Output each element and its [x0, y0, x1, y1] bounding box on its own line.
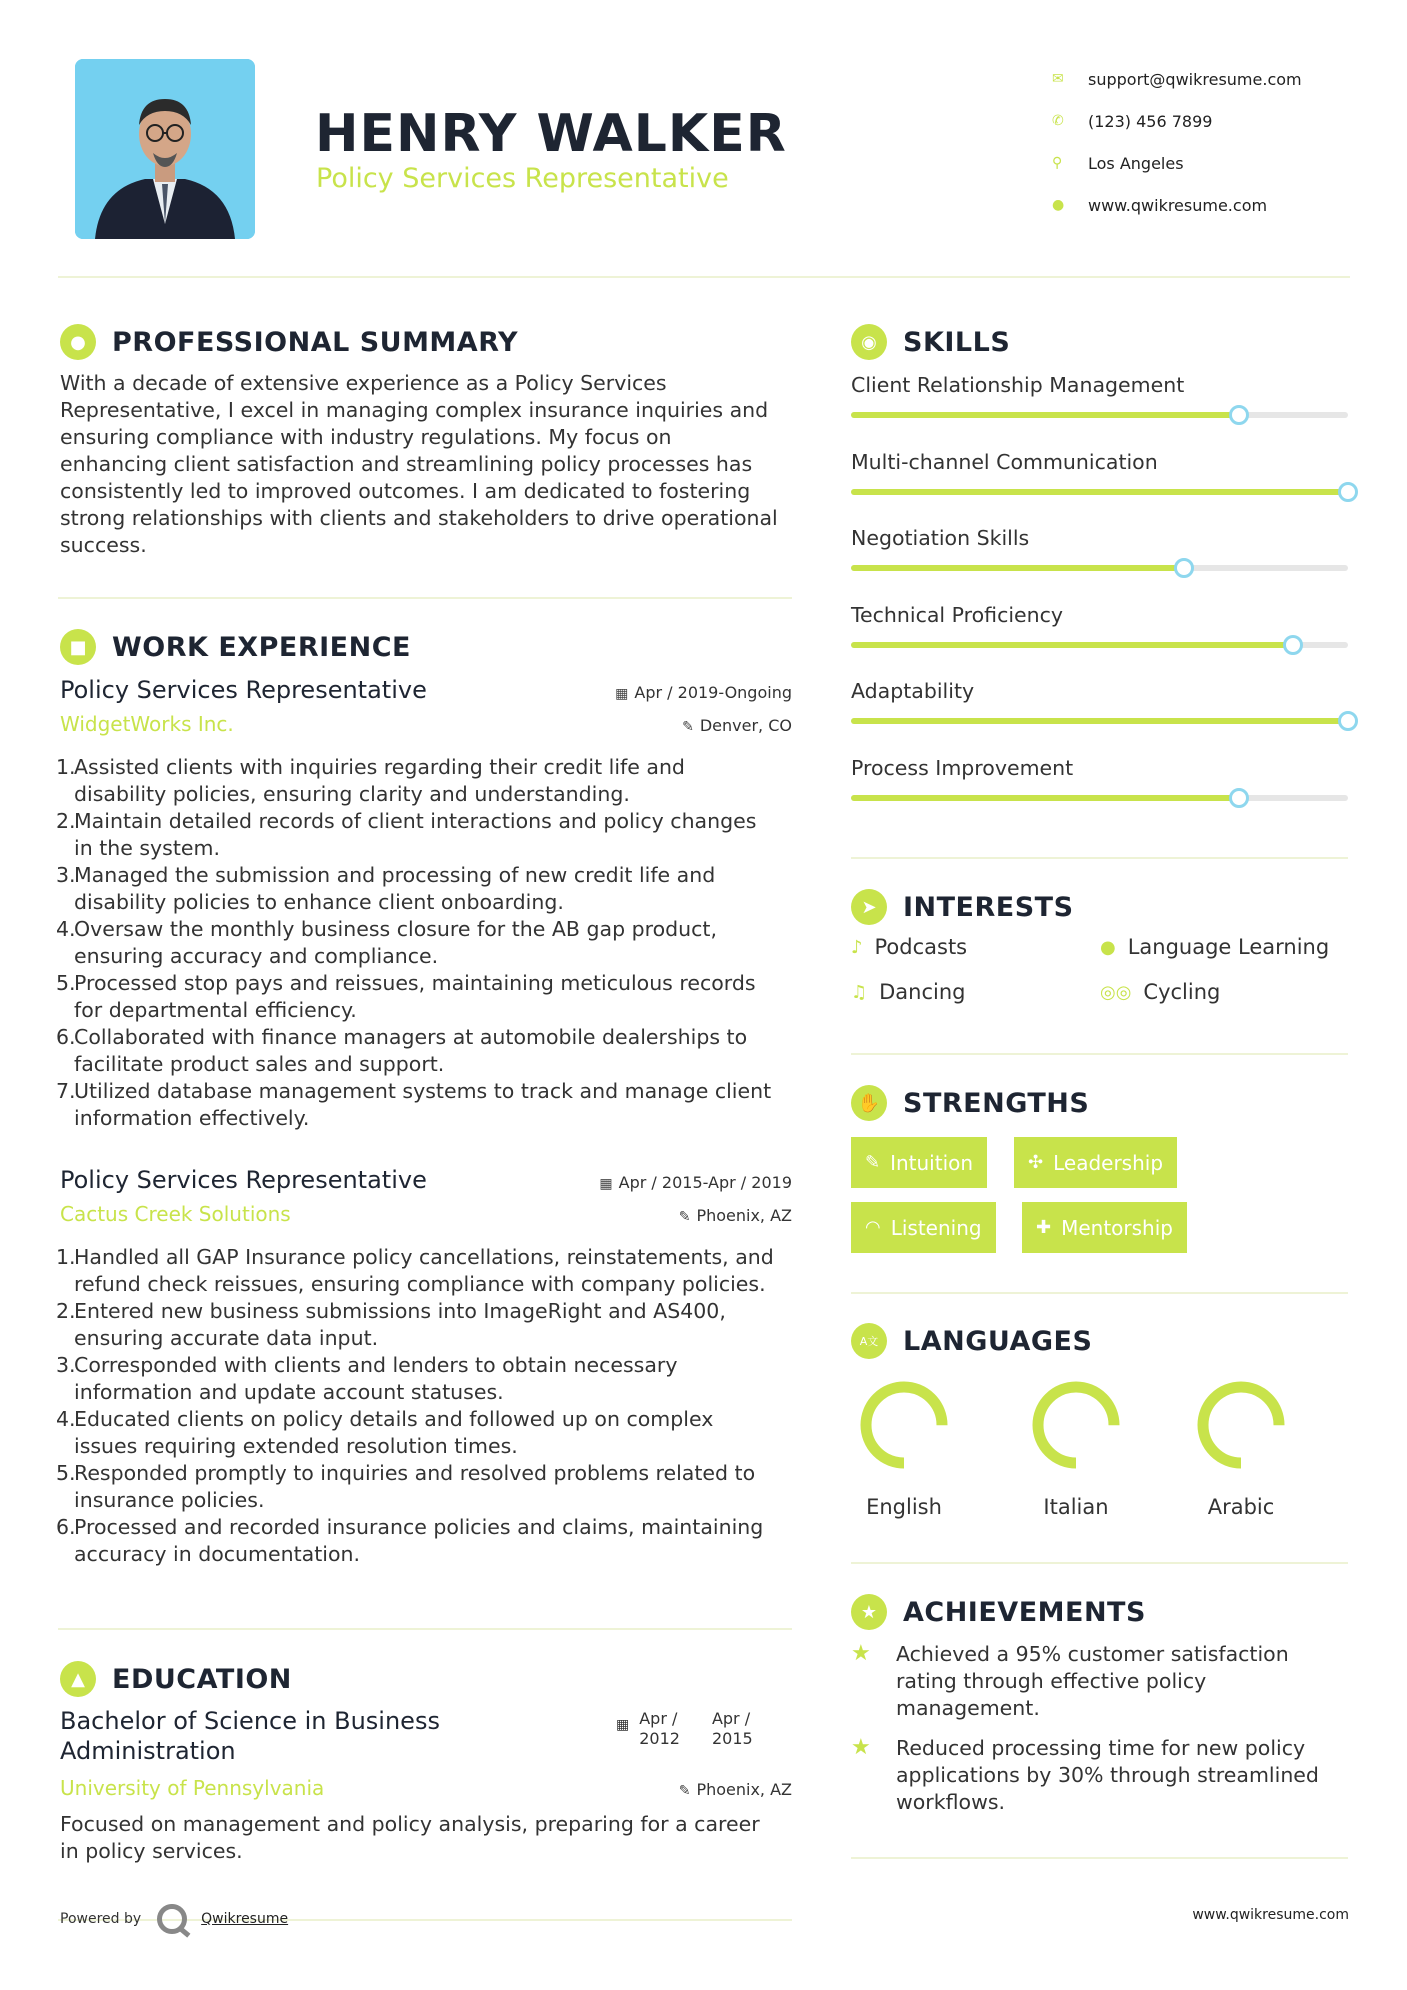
summary-line: enhancing client satisfaction and streamlining policy processes has: [60, 452, 753, 476]
footer-powered-by: [60, 1904, 288, 1934]
job-date-text: Apr / 2015-Apr / 2019: [618, 1173, 792, 1192]
job-bullets: [56, 754, 792, 1132]
strength-label: Leadership: [1053, 1150, 1164, 1175]
skill-bar: [851, 718, 1348, 724]
strength-label: Listening: [890, 1215, 982, 1240]
language-item: [1016, 1377, 1136, 1519]
achievement-item: [851, 1641, 1341, 1722]
contact-phone: [1052, 100, 1302, 142]
interest-item: [1100, 980, 1220, 1004]
list-item: 5. Responded promptly to inquiries and resolved problems related to: [56, 1461, 756, 1485]
job-entry-1: [56, 676, 792, 1132]
user-icon: ●: [60, 324, 96, 360]
job-location: [682, 716, 792, 735]
education-school: University of Pennsylvania: [60, 1776, 325, 1800]
phone-text: (123) 456 7899: [1088, 111, 1213, 131]
translate-icon: A文: [851, 1323, 887, 1359]
interest-label: Cycling: [1143, 980, 1221, 1004]
skill-bar: [851, 412, 1348, 418]
date-text: 2015: [711, 1729, 753, 1748]
header-divider: [58, 276, 1350, 278]
skill-bar: [851, 642, 1348, 648]
achievement-line: Reduced processing time for new policy: [896, 1736, 1306, 1760]
skills-divider: [851, 857, 1348, 859]
envelope-icon: ✉: [1052, 71, 1064, 87]
skill-knob: [1338, 711, 1358, 731]
strengths-divider: [851, 1292, 1348, 1294]
skill-item: [851, 523, 1351, 600]
users-icon: ✣: [1028, 1152, 1044, 1173]
contact-email: [1052, 58, 1302, 100]
summary-heading: [60, 324, 518, 360]
wand-icon: ✎: [865, 1152, 881, 1173]
achievements-heading: [851, 1594, 1146, 1630]
calendar-icon: ▦: [616, 1717, 630, 1733]
skill-item: [851, 676, 1351, 753]
map-pin-icon: ⚲: [1052, 155, 1063, 171]
skill-fill: [851, 718, 1348, 724]
strength-tag: [851, 1137, 987, 1188]
list-item: facilitate product sales and support.: [74, 1052, 445, 1076]
interest-item: [1100, 935, 1329, 959]
list-item: 1. Assisted clients with inquiries regarding their credit life and: [56, 755, 685, 779]
skill-fill: [851, 565, 1184, 571]
date-text: Apr /: [711, 1709, 751, 1728]
degree-line: Bachelor of Science in Business: [60, 1707, 440, 1735]
achievements-divider: [851, 1857, 1348, 1859]
job-entry-2: [56, 1166, 792, 1568]
list-item: insurance policies.: [74, 1488, 265, 1512]
education-desc-line: in policy services.: [60, 1839, 243, 1863]
list-item: issues requiring extended resolution times.: [74, 1434, 518, 1458]
education-school-row: [60, 1776, 792, 1800]
list-item: 3. Corresponded with clients and lenders to obtain necessary: [56, 1353, 678, 1377]
strength-tag: [851, 1202, 996, 1253]
list-item: disability policies, ensuring clarity and understanding.: [74, 782, 630, 806]
music-icon: ♫: [851, 981, 868, 1003]
list-item: information effectively.: [74, 1106, 310, 1130]
list-item: refund check reissues, ensuring compliance with company policies.: [74, 1272, 766, 1296]
candidate-title: Policy Services Representative: [316, 163, 729, 194]
achievement-item: [851, 1735, 1341, 1816]
achievement-line: workflows.: [896, 1790, 1006, 1814]
job-date-text: Apr / 2019-Ongoing: [634, 683, 792, 702]
list-item: 2. Maintain detailed records of client interactions and policy changes: [56, 809, 757, 833]
job-title: Policy Services Representative: [60, 676, 427, 704]
date-text: 2012: [639, 1729, 680, 1748]
date-text: Apr /: [639, 1709, 678, 1728]
achievements-title: ACHIEVEMENTS: [903, 1596, 1146, 1628]
skill-item: [851, 753, 1351, 830]
list-item: in the system.: [74, 836, 220, 860]
star-icon: ★: [851, 1641, 871, 1666]
strength-label: Intuition: [890, 1150, 974, 1175]
pin-icon: ✎: [682, 719, 694, 735]
candidate-name: HENRY WALKER: [315, 104, 787, 164]
list-item: 6. Collaborated with finance managers at automobile dealerships to: [56, 1025, 748, 1049]
skill-name: Multi-channel Communication: [851, 449, 1158, 474]
languages-divider: [851, 1562, 1348, 1564]
skill-knob: [1174, 558, 1194, 578]
skill-name: Adaptability: [851, 679, 975, 703]
brand-link[interactable]: Qwikresume: [201, 1911, 289, 1927]
strengths-title: STRENGTHS: [903, 1087, 1090, 1119]
list-item: accuracy in documentation.: [74, 1542, 360, 1566]
phone-icon: ✆: [1052, 113, 1064, 129]
list-item: 4. Educated clients on policy details and followed up on complex: [56, 1407, 714, 1431]
list-item: 5. Processed stop pays and reissues, maintaining meticulous records: [56, 971, 756, 995]
language-item: [1181, 1377, 1301, 1519]
strength-tag: [1014, 1137, 1177, 1188]
list-item: for departmental efficiency.: [74, 998, 357, 1022]
calendar-icon: ▦: [599, 1176, 613, 1192]
strength-tag: [1022, 1202, 1187, 1253]
education-degree: [60, 1706, 480, 1766]
interest-label: Podcasts: [874, 935, 968, 959]
languages-heading: [851, 1323, 1092, 1359]
interests-title: INTERESTS: [903, 891, 1074, 923]
job-company: WidgetWorks Inc.: [60, 712, 234, 736]
strength-label: Mentorship: [1061, 1215, 1173, 1240]
skill-fill: [851, 412, 1239, 418]
job-date: [599, 1173, 792, 1192]
pin-icon: ✎: [678, 1209, 691, 1225]
powered-by-text: Powered by: [60, 1911, 142, 1927]
languages-title: LANGUAGES: [903, 1325, 1093, 1357]
summary-text: [60, 370, 800, 559]
skill-knob: [1338, 482, 1358, 502]
list-item: ensuring accuracy and compliance.: [74, 944, 439, 968]
summary-line: Representative, I excel in managing complex insurance inquiries and: [60, 398, 769, 422]
achievement-line: management.: [896, 1696, 1040, 1720]
lightbulb-icon: ◉: [851, 324, 887, 360]
skill-fill: [851, 489, 1348, 495]
job-date: [615, 683, 792, 702]
skill-knob: [1229, 405, 1249, 425]
microphone-icon: ♪: [851, 936, 863, 958]
profile-photo: [75, 59, 255, 239]
education-title: EDUCATION: [112, 1663, 292, 1695]
interests-heading: [851, 889, 1074, 925]
interests-divider: [851, 1053, 1348, 1055]
skill-knob: [1283, 635, 1303, 655]
skill-item: [851, 370, 1351, 447]
list-item: disability policies to enhance client onboarding.: [74, 890, 564, 914]
headphones-icon: ◠: [865, 1217, 881, 1238]
work-divider: [58, 1628, 792, 1630]
education-heading: [60, 1661, 292, 1697]
summary-line: ensuring compliance with industry regulations. My focus on: [60, 425, 672, 449]
globe-icon: ●: [1100, 936, 1116, 958]
job-bullets: [56, 1244, 792, 1568]
education-location-text: Phoenix, AZ: [696, 1780, 792, 1799]
website-text[interactable]: www.qwikresume.com: [1088, 195, 1268, 215]
summary-line: success.: [60, 533, 147, 557]
email-text[interactable]: support@qwikresume.com: [1088, 69, 1302, 89]
summary-title: PROFESSIONAL SUMMARY: [112, 326, 519, 358]
summary-line: strong relationships with clients and stakeholders to drive operational: [60, 506, 778, 530]
achievement-line: applications by 30% through streamlined: [896, 1763, 1319, 1787]
list-item: ensuring accurate data input.: [74, 1326, 379, 1350]
job-company: Cactus Creek Solutions: [60, 1202, 291, 1226]
skill-fill: [851, 642, 1293, 648]
interest-item: [851, 935, 967, 959]
skill-name: Client Relationship Management: [851, 373, 1185, 397]
language-name: English: [866, 1495, 942, 1519]
job-title: Policy Services Representative: [60, 1166, 427, 1194]
list-item: information and update account statuses.: [74, 1380, 504, 1404]
education-location: [679, 1780, 792, 1799]
skill-name: Process Improvement: [851, 755, 1074, 780]
degree-line: Administration: [60, 1737, 236, 1765]
job-location-text: Denver, CO: [699, 716, 792, 735]
skill-name: Negotiation Skills: [851, 526, 1030, 550]
skill-bar: [851, 489, 1348, 495]
summary-line: With a decade of extensive experience as a Policy Services: [60, 371, 667, 395]
skill-fill: [851, 795, 1239, 801]
qwikresume-logo-icon: [157, 1904, 187, 1934]
language-name: Italian: [1043, 1495, 1109, 1519]
pin-icon: ✎: [678, 1783, 691, 1799]
job-location-text: Phoenix, AZ: [696, 1206, 792, 1225]
user-plus-icon: ✚: [1036, 1217, 1052, 1238]
summary-line: consistently led to improved outcomes. I am dedicated to fostering: [60, 479, 751, 503]
interest-item: [851, 980, 966, 1004]
language-item: [844, 1377, 964, 1519]
contact-block: [1052, 58, 1302, 226]
location-text: Los Angeles: [1088, 153, 1184, 173]
list-item: 7. Utilized database management systems to track and manage client: [56, 1079, 772, 1103]
trophy-icon: ★: [851, 1594, 887, 1630]
language-name: Arabic: [1207, 1495, 1275, 1519]
interest-label: Dancing: [879, 980, 966, 1004]
job-location: [679, 1206, 792, 1225]
summary-divider: [58, 597, 792, 599]
contact-website: [1052, 184, 1302, 226]
list-item: 4. Oversaw the monthly business closure for the AB gap product,: [56, 917, 717, 941]
strengths-heading: [851, 1085, 1089, 1121]
footer-website[interactable]: www.qwikresume.com: [1192, 1907, 1349, 1923]
skills-list: [851, 370, 1351, 829]
skill-item: [851, 600, 1351, 677]
list-item: 3. Managed the submission and processing of new credit life and: [56, 863, 716, 887]
work-heading: [60, 629, 411, 665]
work-title: WORK EXPERIENCE: [112, 631, 411, 663]
skill-name: Technical Proficiency: [851, 602, 1064, 627]
achievement-line: Achieved a 95% customer satisfaction: [896, 1642, 1289, 1666]
skill-knob: [1229, 788, 1249, 808]
skill-bar: [851, 795, 1348, 801]
education-desc-line: Focused on management and policy analysis, preparing for a career: [60, 1812, 760, 1836]
globe-icon: ●: [1052, 197, 1065, 213]
calendar-icon: ▦: [615, 686, 629, 702]
contact-location: [1052, 142, 1302, 184]
skill-bar: [851, 565, 1348, 571]
star-icon: ★: [851, 1735, 871, 1760]
list-item: 6. Processed and recorded insurance policies and claims, maintaining: [56, 1515, 764, 1539]
list-item: 1. Handled all GAP Insurance policy cancellations, reinstatements, and: [56, 1245, 774, 1269]
language-ring: [856, 1377, 952, 1473]
skill-item: [851, 447, 1351, 524]
language-ring: [1193, 1377, 1289, 1473]
achievement-line: rating through effective policy: [896, 1669, 1207, 1693]
education-date: [616, 1709, 753, 1749]
interest-label: Language Learning: [1127, 935, 1330, 959]
graduation-icon: ▲: [60, 1661, 96, 1697]
skills-heading: [851, 324, 1010, 360]
language-ring: [1028, 1377, 1124, 1473]
skills-title: SKILLS: [903, 326, 1011, 358]
briefcase-icon: ■: [60, 629, 96, 665]
education-description: [60, 1811, 800, 1865]
paper-plane-icon: ➤: [851, 889, 887, 925]
bicycle-icon: ◎◎: [1100, 981, 1132, 1003]
hand-icon: ✋: [851, 1085, 887, 1121]
list-item: 2. Entered new business submissions into ImageRight and AS400,: [56, 1299, 726, 1323]
